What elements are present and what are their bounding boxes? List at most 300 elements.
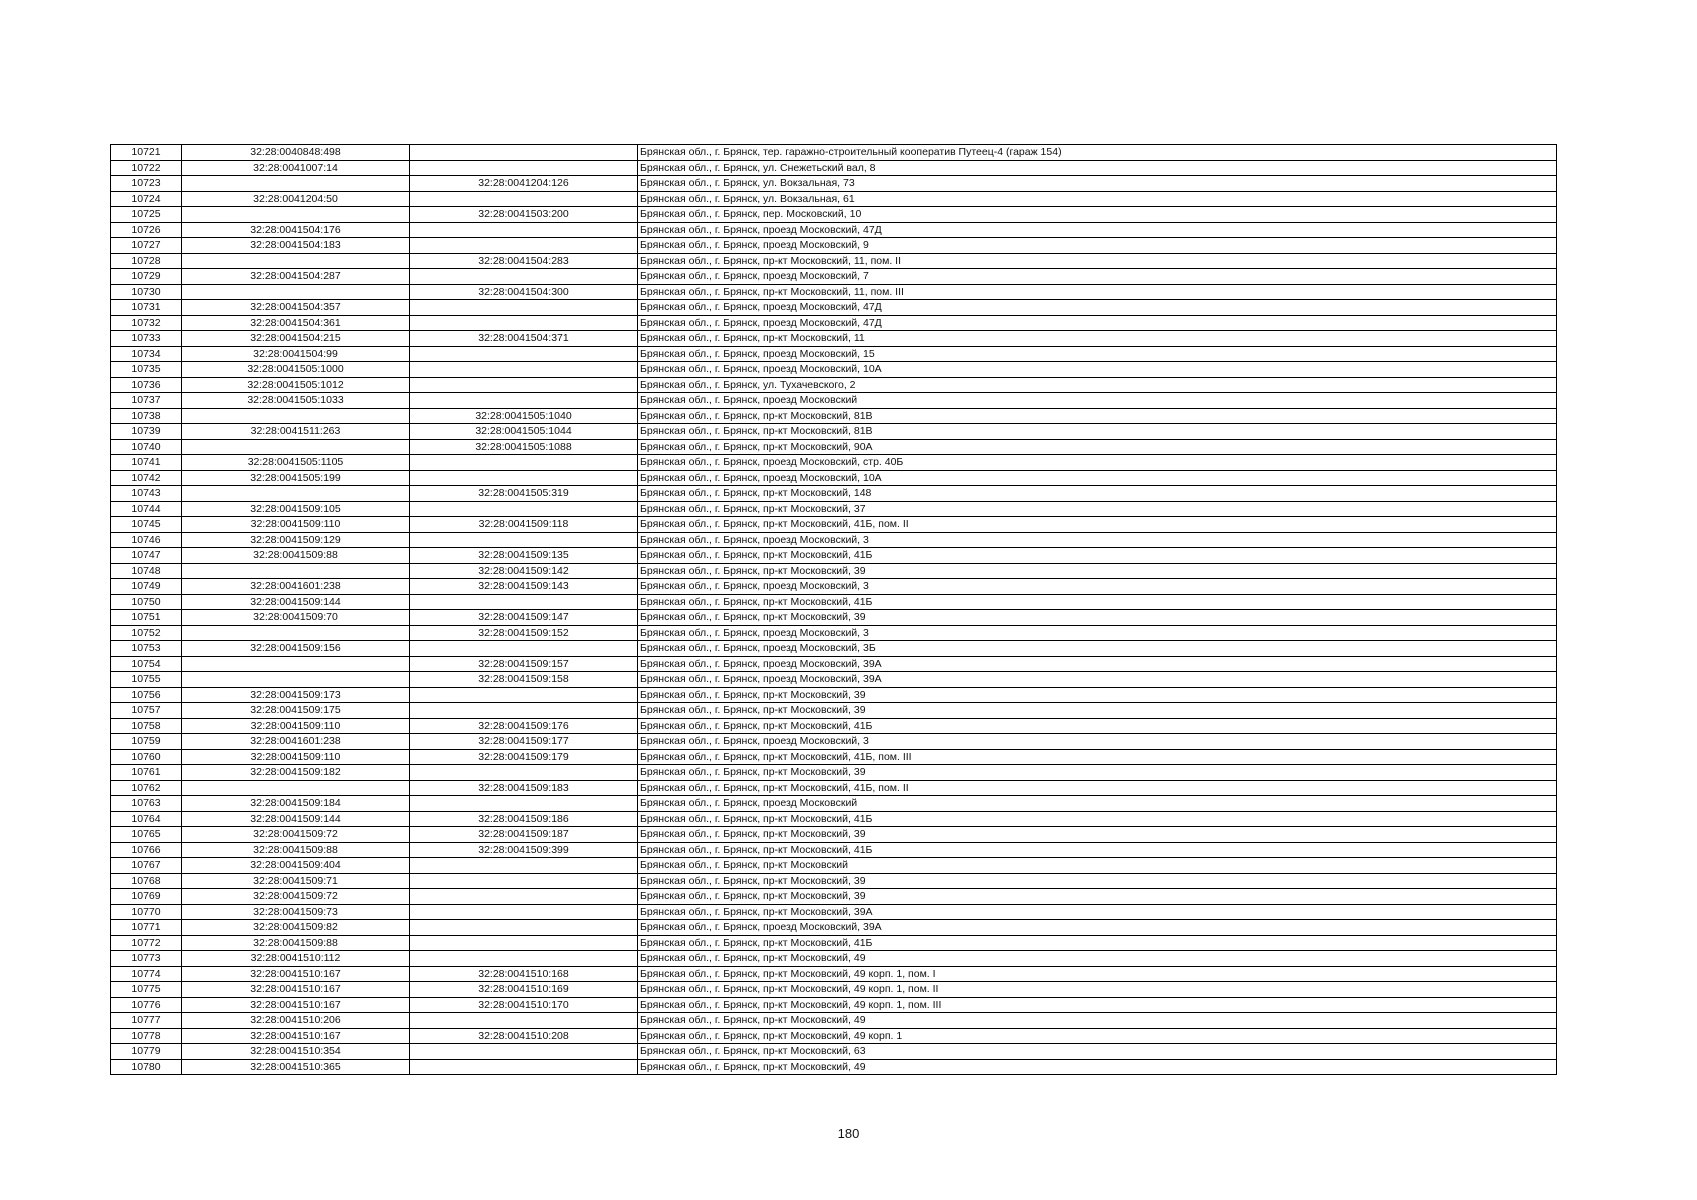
row-number-cell: 10731 [111, 300, 182, 316]
table-row [111, 765, 1557, 781]
cadastral-number-cell: 32:28:0041505:199 [182, 470, 410, 486]
address-cell: Брянская обл., г. Брянск, проезд Московский, 39А [638, 656, 1557, 672]
row-number-cell: 10739 [111, 424, 182, 440]
table-row [111, 315, 1557, 331]
cadastral-number-cell: 32:28:0041007:14 [182, 160, 410, 176]
address-cell: Брянская обл., г. Брянск, пр-кт Московский, 39 [638, 563, 1557, 579]
cadastral-number-cell [182, 656, 410, 672]
row-number-cell: 10743 [111, 486, 182, 502]
row-number-cell: 10752 [111, 625, 182, 641]
address-cell: Брянская обл., г. Брянск, проезд Московский, 3 [638, 532, 1557, 548]
cadastral-number-cell: 32:28:0041509:72 [182, 827, 410, 843]
cadastral-number-cell: 32:28:0041510:206 [182, 1013, 410, 1029]
table-row [111, 532, 1557, 548]
cadastral-number-cell: 32:28:0041505:1012 [182, 377, 410, 393]
object-cadastral-number-cell: 32:28:0041503:200 [410, 207, 638, 223]
cadastral-number-cell: 32:28:0041504:99 [182, 346, 410, 362]
address-cell: Брянская обл., г. Брянск, проезд Московский, 9 [638, 238, 1557, 254]
cadastral-number-cell: 32:28:0041509:88 [182, 935, 410, 951]
table-row [111, 1044, 1557, 1060]
object-cadastral-number-cell [410, 300, 638, 316]
table-row [111, 579, 1557, 595]
cadastral-number-cell: 32:28:0041509:144 [182, 594, 410, 610]
row-number-cell: 10757 [111, 703, 182, 719]
row-number-cell: 10727 [111, 238, 182, 254]
cadastral-number-cell [182, 207, 410, 223]
table-row [111, 455, 1557, 471]
address-cell: Брянская обл., г. Брянск, пр-кт Московский, 39 [638, 873, 1557, 889]
address-cell: Брянская обл., г. Брянск, пр-кт Московский, 11 [638, 331, 1557, 347]
row-number-cell: 10744 [111, 501, 182, 517]
cadastral-number-cell: 32:28:0041510:112 [182, 951, 410, 967]
address-cell: Брянская обл., г. Брянск, проезд Московский [638, 796, 1557, 812]
cadastral-number-cell: 32:28:0041601:238 [182, 579, 410, 595]
address-cell: Брянская обл., г. Брянск, пр-кт Московский, 41Б [638, 935, 1557, 951]
row-number-cell: 10756 [111, 687, 182, 703]
cadastral-number-cell [182, 563, 410, 579]
address-cell: Брянская обл., г. Брянск, пр-кт Московский, 81В [638, 408, 1557, 424]
object-cadastral-number-cell [410, 765, 638, 781]
cadastral-number-cell: 32:28:0041509:175 [182, 703, 410, 719]
cadastral-number-cell: 32:28:0041511:263 [182, 424, 410, 440]
object-cadastral-number-cell: 32:28:0041510:208 [410, 1028, 638, 1044]
object-cadastral-number-cell [410, 160, 638, 176]
row-number-cell: 10777 [111, 1013, 182, 1029]
address-cell: Брянская обл., г. Брянск, пр-кт Московский, 39 [638, 765, 1557, 781]
address-cell: Брянская обл., г. Брянск, проезд Московский, 3 [638, 625, 1557, 641]
address-cell: Брянская обл., г. Брянск, пр-кт Московский, 39 [638, 889, 1557, 905]
address-cell: Брянская обл., г. Брянск, пер. Московский, 10 [638, 207, 1557, 223]
row-number-cell: 10724 [111, 191, 182, 207]
address-cell: Брянская обл., г. Брянск, пр-кт Московский, 37 [638, 501, 1557, 517]
cadastral-number-cell [182, 408, 410, 424]
object-cadastral-number-cell [410, 858, 638, 874]
cadastral-number-cell [182, 439, 410, 455]
cadastral-number-cell [182, 253, 410, 269]
table-row [111, 207, 1557, 223]
object-cadastral-number-cell: 32:28:0041510:168 [410, 966, 638, 982]
object-cadastral-number-cell [410, 269, 638, 285]
object-cadastral-number-cell: 32:28:0041509:399 [410, 842, 638, 858]
address-cell: Брянская обл., г. Брянск, пр-кт Московский, 90А [638, 439, 1557, 455]
cadastral-number-cell [182, 176, 410, 192]
object-cadastral-number-cell: 32:28:0041505:1088 [410, 439, 638, 455]
cadastral-number-cell: 32:28:0041510:167 [182, 982, 410, 998]
object-cadastral-number-cell [410, 346, 638, 362]
cadastral-number-cell: 32:28:0041509:110 [182, 718, 410, 734]
table-row [111, 625, 1557, 641]
object-cadastral-number-cell [410, 455, 638, 471]
row-number-cell: 10779 [111, 1044, 182, 1060]
object-cadastral-number-cell [410, 1059, 638, 1075]
address-cell: Брянская обл., г. Брянск, проезд Московский, стр. 40Б [638, 455, 1557, 471]
table-row [111, 873, 1557, 889]
table-row [111, 951, 1557, 967]
table-row [111, 160, 1557, 176]
address-cell: Брянская обл., г. Брянск, проезд Московский, 3Б [638, 641, 1557, 657]
address-cell: Брянская обл., г. Брянск, пр-кт Московский, 39 [638, 610, 1557, 626]
cadastral-number-cell: 32:28:0041504:287 [182, 269, 410, 285]
object-cadastral-number-cell [410, 238, 638, 254]
object-cadastral-number-cell [410, 641, 638, 657]
cadastral-number-cell [182, 672, 410, 688]
address-cell: Брянская обл., г. Брянск, пр-кт Московский, 39 [638, 703, 1557, 719]
cadastral-number-cell: 32:28:0041504:215 [182, 331, 410, 347]
cadastral-number-cell: 32:28:0041509:173 [182, 687, 410, 703]
row-number-cell: 10735 [111, 362, 182, 378]
row-number-cell: 10729 [111, 269, 182, 285]
row-number-cell: 10747 [111, 548, 182, 564]
address-cell: Брянская обл., г. Брянск, ул. Вокзальная, 61 [638, 191, 1557, 207]
cadastral-number-cell: 32:28:0041509:71 [182, 873, 410, 889]
address-cell: Брянская обл., г. Брянск, пр-кт Московский, 39 [638, 827, 1557, 843]
object-cadastral-number-cell [410, 393, 638, 409]
address-cell: Брянская обл., г. Брянск, проезд Московский, 10А [638, 470, 1557, 486]
table-row [111, 920, 1557, 936]
row-number-cell: 10740 [111, 439, 182, 455]
object-cadastral-number-cell: 32:28:0041509:157 [410, 656, 638, 672]
cadastral-number-cell: 32:28:0041509:184 [182, 796, 410, 812]
address-cell: Брянская обл., г. Брянск, пр-кт Московский, 49 [638, 1059, 1557, 1075]
table-row [111, 501, 1557, 517]
object-cadastral-number-cell: 32:28:0041505:319 [410, 486, 638, 502]
cadastral-number-cell: 32:28:0041204:50 [182, 191, 410, 207]
row-number-cell: 10754 [111, 656, 182, 672]
table-row [111, 548, 1557, 564]
cadastral-number-cell: 32:28:0041509:404 [182, 858, 410, 874]
cadastral-number-cell: 32:28:0041510:167 [182, 1028, 410, 1044]
row-number-cell: 10725 [111, 207, 182, 223]
object-cadastral-number-cell: 32:28:0041509:143 [410, 579, 638, 595]
cadastral-number-cell: 32:28:0041509:156 [182, 641, 410, 657]
cadastral-number-cell [182, 625, 410, 641]
table-row [111, 362, 1557, 378]
address-cell: Брянская обл., г. Брянск, пр-кт Московский, 11, пом. II [638, 253, 1557, 269]
address-cell: Брянская обл., г. Брянск, пр-кт Московский, 41Б, пом. II [638, 517, 1557, 533]
cadastral-number-cell: 32:28:0041509:182 [182, 765, 410, 781]
cadastral-number-cell: 32:28:0041509:144 [182, 811, 410, 827]
table-row [111, 191, 1557, 207]
row-number-cell: 10746 [111, 532, 182, 548]
address-cell: Брянская обл., г. Брянск, пр-кт Московский, 49 корп. 1, пом. II [638, 982, 1557, 998]
table-row [111, 718, 1557, 734]
row-number-cell: 10771 [111, 920, 182, 936]
cadastral-number-cell: 32:28:0041509:110 [182, 517, 410, 533]
table-row [111, 331, 1557, 347]
cadastral-number-cell: 32:28:0041601:238 [182, 734, 410, 750]
object-cadastral-number-cell [410, 315, 638, 331]
object-cadastral-number-cell: 32:28:0041509:176 [410, 718, 638, 734]
table-row [111, 439, 1557, 455]
cadastral-number-cell: 32:28:0041509:105 [182, 501, 410, 517]
object-cadastral-number-cell: 32:28:0041504:283 [410, 253, 638, 269]
object-cadastral-number-cell: 32:28:0041509:179 [410, 749, 638, 765]
table-row [111, 517, 1557, 533]
row-number-cell: 10776 [111, 997, 182, 1013]
object-cadastral-number-cell [410, 889, 638, 905]
table-row [111, 687, 1557, 703]
object-cadastral-number-cell [410, 703, 638, 719]
table-row [111, 470, 1557, 486]
row-number-cell: 10742 [111, 470, 182, 486]
row-number-cell: 10755 [111, 672, 182, 688]
address-cell: Брянская обл., г. Брянск, проезд Московский, 47Д [638, 222, 1557, 238]
address-cell: Брянская обл., г. Брянск, пр-кт Московский, 39А [638, 904, 1557, 920]
cadastral-number-cell: 32:28:0041504:183 [182, 238, 410, 254]
table-row [111, 672, 1557, 688]
object-cadastral-number-cell: 32:28:0041509:158 [410, 672, 638, 688]
table-row [111, 780, 1557, 796]
table-row [111, 346, 1557, 362]
object-cadastral-number-cell [410, 377, 638, 393]
row-number-cell: 10734 [111, 346, 182, 362]
cadastral-number-cell [182, 780, 410, 796]
table-row [111, 1013, 1557, 1029]
object-cadastral-number-cell: 32:28:0041509:177 [410, 734, 638, 750]
object-cadastral-number-cell [410, 145, 638, 161]
object-cadastral-number-cell [410, 191, 638, 207]
cadastral-number-cell: 32:28:0041504:176 [182, 222, 410, 238]
row-number-cell: 10722 [111, 160, 182, 176]
row-number-cell: 10721 [111, 145, 182, 161]
address-cell: Брянская обл., г. Брянск, пр-кт Московский, 49 [638, 1013, 1557, 1029]
address-cell: Брянская обл., г. Брянск, ул. Снежетьский вал, 8 [638, 160, 1557, 176]
address-cell: Брянская обл., г. Брянск, пр-кт Московский, 49 [638, 951, 1557, 967]
object-cadastral-number-cell: 32:28:0041510:169 [410, 982, 638, 998]
object-cadastral-number-cell: 32:28:0041505:1040 [410, 408, 638, 424]
cadastral-number-cell: 32:28:0041509:110 [182, 749, 410, 765]
registry-table-body [111, 145, 1557, 1075]
address-cell: Брянская обл., г. Брянск, пр-кт Московский, 81В [638, 424, 1557, 440]
address-cell: Брянская обл., г. Брянск, пр-кт Московский, 49 корп. 1 [638, 1028, 1557, 1044]
cadastral-number-cell: 32:28:0041510:167 [182, 966, 410, 982]
object-cadastral-number-cell: 32:28:0041509:142 [410, 563, 638, 579]
row-number-cell: 10780 [111, 1059, 182, 1075]
table-row [111, 703, 1557, 719]
object-cadastral-number-cell [410, 222, 638, 238]
row-number-cell: 10774 [111, 966, 182, 982]
table-row [111, 610, 1557, 626]
object-cadastral-number-cell: 32:28:0041509:135 [410, 548, 638, 564]
table-row [111, 889, 1557, 905]
object-cadastral-number-cell [410, 1013, 638, 1029]
table-row [111, 393, 1557, 409]
row-number-cell: 10767 [111, 858, 182, 874]
cadastral-number-cell [182, 486, 410, 502]
object-cadastral-number-cell: 32:28:0041504:371 [410, 331, 638, 347]
table-row [111, 284, 1557, 300]
address-cell: Брянская обл., г. Брянск, проезд Московский, 47Д [638, 315, 1557, 331]
table-row [111, 656, 1557, 672]
address-cell: Брянская обл., г. Брянск, пр-кт Московский, 148 [638, 486, 1557, 502]
table-row [111, 827, 1557, 843]
table-row [111, 424, 1557, 440]
address-cell: Брянская обл., г. Брянск, ул. Тухачевского, 2 [638, 377, 1557, 393]
object-cadastral-number-cell: 32:28:0041509:118 [410, 517, 638, 533]
row-number-cell: 10772 [111, 935, 182, 951]
table-row [111, 966, 1557, 982]
object-cadastral-number-cell: 32:28:0041509:147 [410, 610, 638, 626]
cadastral-number-cell: 32:28:0041510:365 [182, 1059, 410, 1075]
row-number-cell: 10737 [111, 393, 182, 409]
object-cadastral-number-cell: 32:28:0041510:170 [410, 997, 638, 1013]
object-cadastral-number-cell [410, 362, 638, 378]
row-number-cell: 10741 [111, 455, 182, 471]
table-row [111, 594, 1557, 610]
cadastral-number-cell: 32:28:0041505:1033 [182, 393, 410, 409]
table-row [111, 1028, 1557, 1044]
table-row [111, 1059, 1557, 1075]
row-number-cell: 10766 [111, 842, 182, 858]
object-cadastral-number-cell [410, 935, 638, 951]
object-cadastral-number-cell: 32:28:0041509:183 [410, 780, 638, 796]
object-cadastral-number-cell [410, 687, 638, 703]
object-cadastral-number-cell [410, 904, 638, 920]
row-number-cell: 10728 [111, 253, 182, 269]
row-number-cell: 10778 [111, 1028, 182, 1044]
table-row [111, 145, 1557, 161]
table-row [111, 749, 1557, 765]
table-row [111, 858, 1557, 874]
cadastral-number-cell: 32:28:0040848:498 [182, 145, 410, 161]
address-cell: Брянская обл., г. Брянск, пр-кт Московский, 11, пом. III [638, 284, 1557, 300]
object-cadastral-number-cell [410, 796, 638, 812]
row-number-cell: 10753 [111, 641, 182, 657]
address-cell: Брянская обл., г. Брянск, проезд Московский, 7 [638, 269, 1557, 285]
row-number-cell: 10749 [111, 579, 182, 595]
row-number-cell: 10738 [111, 408, 182, 424]
object-cadastral-number-cell [410, 532, 638, 548]
address-cell: Брянская обл., г. Брянск, пр-кт Московский, 41Б [638, 811, 1557, 827]
table-row [111, 935, 1557, 951]
cadastral-number-cell: 32:28:0041509:82 [182, 920, 410, 936]
row-number-cell: 10748 [111, 563, 182, 579]
address-cell: Брянская обл., г. Брянск, проезд Московский, 39А [638, 920, 1557, 936]
address-cell: Брянская обл., г. Брянск, тер. гаражно-строительный кооператив Путеец-4 (гараж 154) [638, 145, 1557, 161]
object-cadastral-number-cell [410, 594, 638, 610]
row-number-cell: 10761 [111, 765, 182, 781]
cadastral-number-cell: 32:28:0041509:129 [182, 532, 410, 548]
object-cadastral-number-cell: 32:28:0041509:187 [410, 827, 638, 843]
row-number-cell: 10733 [111, 331, 182, 347]
table-row [111, 269, 1557, 285]
cadastral-number-cell: 32:28:0041509:72 [182, 889, 410, 905]
row-number-cell: 10730 [111, 284, 182, 300]
table-row [111, 486, 1557, 502]
address-cell: Брянская обл., г. Брянск, проезд Московский, 15 [638, 346, 1557, 362]
row-number-cell: 10723 [111, 176, 182, 192]
cadastral-number-cell: 32:28:0041509:88 [182, 548, 410, 564]
address-cell: Брянская обл., г. Брянск, проезд Московский, 3 [638, 579, 1557, 595]
address-cell: Брянская обл., г. Брянск, пр-кт Московский, 41Б [638, 718, 1557, 734]
object-cadastral-number-cell [410, 470, 638, 486]
object-cadastral-number-cell: 32:28:0041509:152 [410, 625, 638, 641]
address-cell: Брянская обл., г. Брянск, ул. Вокзальная, 73 [638, 176, 1557, 192]
cadastral-number-cell: 32:28:0041509:70 [182, 610, 410, 626]
object-cadastral-number-cell: 32:28:0041509:186 [410, 811, 638, 827]
table-row [111, 176, 1557, 192]
object-cadastral-number-cell [410, 1044, 638, 1060]
address-cell: Брянская обл., г. Брянск, пр-кт Московский, 49 корп. 1, пом. III [638, 997, 1557, 1013]
table-row [111, 408, 1557, 424]
row-number-cell: 10759 [111, 734, 182, 750]
row-number-cell: 10750 [111, 594, 182, 610]
row-number-cell: 10765 [111, 827, 182, 843]
cadastral-number-cell [182, 284, 410, 300]
table-row [111, 904, 1557, 920]
table-row [111, 238, 1557, 254]
table-row [111, 997, 1557, 1013]
address-cell: Брянская обл., г. Брянск, пр-кт Московский, 41Б [638, 594, 1557, 610]
row-number-cell: 10736 [111, 377, 182, 393]
object-cadastral-number-cell: 32:28:0041504:300 [410, 284, 638, 300]
table-row [111, 563, 1557, 579]
object-cadastral-number-cell [410, 873, 638, 889]
cadastral-number-cell: 32:28:0041504:361 [182, 315, 410, 331]
table-row [111, 253, 1557, 269]
cadastral-number-cell: 32:28:0041505:1105 [182, 455, 410, 471]
address-cell: Брянская обл., г. Брянск, пр-кт Московский, 39 [638, 687, 1557, 703]
table-row [111, 377, 1557, 393]
row-number-cell: 10775 [111, 982, 182, 998]
row-number-cell: 10770 [111, 904, 182, 920]
object-cadastral-number-cell [410, 951, 638, 967]
object-cadastral-number-cell: 32:28:0041204:126 [410, 176, 638, 192]
row-number-cell: 10745 [111, 517, 182, 533]
row-number-cell: 10732 [111, 315, 182, 331]
row-number-cell: 10768 [111, 873, 182, 889]
table-row [111, 982, 1557, 998]
row-number-cell: 10760 [111, 749, 182, 765]
cadastral-number-cell: 32:28:0041505:1000 [182, 362, 410, 378]
row-number-cell: 10762 [111, 780, 182, 796]
object-cadastral-number-cell [410, 920, 638, 936]
address-cell: Брянская обл., г. Брянск, проезд Московский [638, 393, 1557, 409]
table-row [111, 641, 1557, 657]
table-row [111, 222, 1557, 238]
address-cell: Брянская обл., г. Брянск, пр-кт Московский, 41Б [638, 548, 1557, 564]
table-row [111, 842, 1557, 858]
address-cell: Брянская обл., г. Брянск, пр-кт Московский, 41Б, пом. III [638, 749, 1557, 765]
row-number-cell: 10751 [111, 610, 182, 626]
cadastral-number-cell: 32:28:0041509:88 [182, 842, 410, 858]
row-number-cell: 10758 [111, 718, 182, 734]
address-cell: Брянская обл., г. Брянск, проезд Московский, 10А [638, 362, 1557, 378]
address-cell: Брянская обл., г. Брянск, проезд Московский, 39А [638, 672, 1557, 688]
table-row [111, 796, 1557, 812]
object-cadastral-number-cell: 32:28:0041505:1044 [410, 424, 638, 440]
address-cell: Брянская обл., г. Брянск, пр-кт Московский, 41Б [638, 842, 1557, 858]
cadastral-number-cell: 32:28:0041510:167 [182, 997, 410, 1013]
row-number-cell: 10726 [111, 222, 182, 238]
registry-table [110, 144, 1557, 1075]
row-number-cell: 10763 [111, 796, 182, 812]
address-cell: Брянская обл., г. Брянск, пр-кт Московский, 63 [638, 1044, 1557, 1060]
table-row [111, 734, 1557, 750]
page-number: 180 [837, 1126, 860, 1141]
row-number-cell: 10764 [111, 811, 182, 827]
address-cell: Брянская обл., г. Брянск, пр-кт Московский, 41Б, пом. II [638, 780, 1557, 796]
table-row [111, 300, 1557, 316]
address-cell: Брянская обл., г. Брянск, пр-кт Московский [638, 858, 1557, 874]
object-cadastral-number-cell [410, 501, 638, 517]
row-number-cell: 10773 [111, 951, 182, 967]
address-cell: Брянская обл., г. Брянск, пр-кт Московский, 49 корп. 1, пом. I [638, 966, 1557, 982]
cadastral-number-cell: 32:28:0041509:73 [182, 904, 410, 920]
row-number-cell: 10769 [111, 889, 182, 905]
table-row [111, 811, 1557, 827]
cadastral-number-cell: 32:28:0041504:357 [182, 300, 410, 316]
